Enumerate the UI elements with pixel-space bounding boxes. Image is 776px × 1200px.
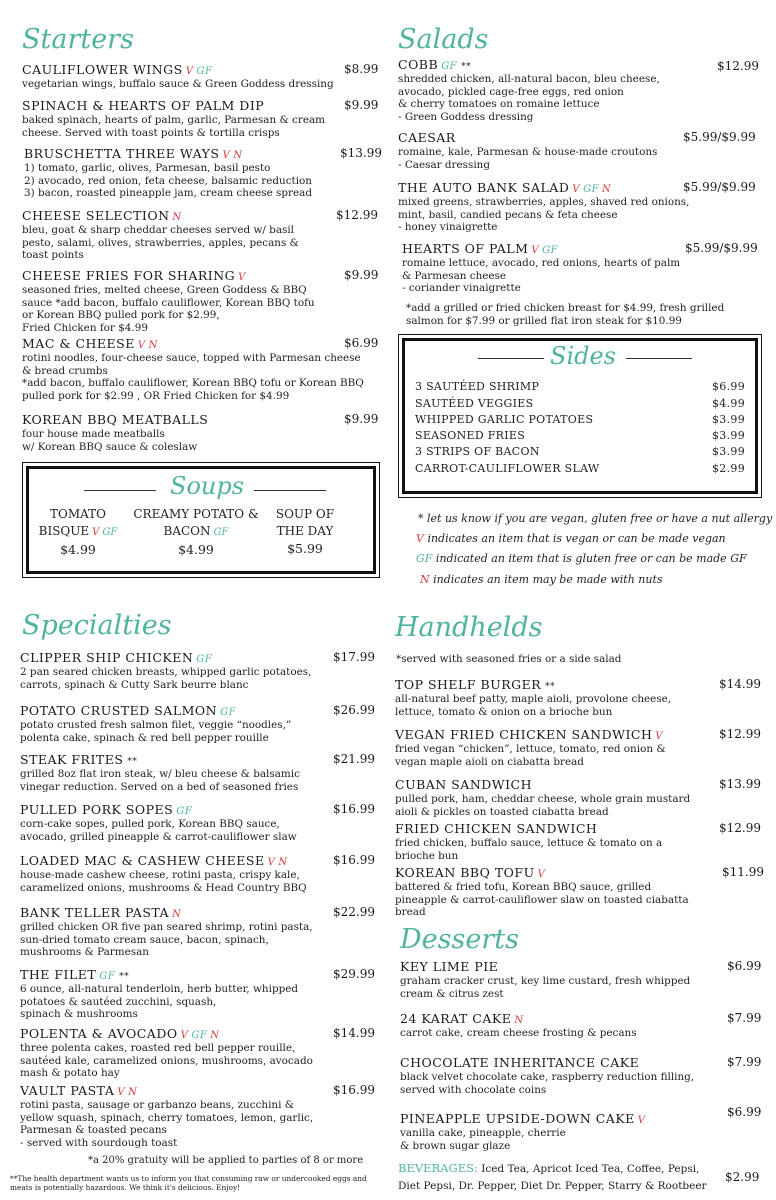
menu-item — [20, 802, 320, 843]
item-price: $16.99 — [333, 1083, 375, 1097]
menu-item — [400, 1011, 700, 1040]
item-name: CHOCOLATE INHERITANCE CAKE — [400, 1055, 640, 1070]
soup-item — [30, 506, 126, 558]
item-price: $26.99 — [333, 703, 375, 717]
soup-item — [262, 506, 348, 557]
item-name: MAC & CHEESE V N — [22, 336, 158, 351]
item-description: three polenta cakes, roasted red bell pepper rouille, sautéed kale, caramelized onions, mushrooms, avocado mash & potato hay — [20, 1042, 313, 1080]
beverages — [398, 1160, 718, 1195]
menu-item — [20, 1083, 320, 1149]
vegan-mark: V — [267, 857, 276, 868]
gluten-free-mark: GF — [220, 707, 237, 718]
menu-item — [400, 1055, 700, 1096]
gluten-free-mark: GF — [416, 552, 433, 565]
item-description: bleu, goat & sharp cheddar cheeses served w/ basil pesto, salami, olives, strawberries, apples, pecans & toast points — [22, 224, 299, 262]
vegan-mark: V — [238, 272, 246, 283]
vegan-mark: V — [655, 731, 664, 742]
item-name: CAESAR — [398, 130, 456, 145]
raw-warning-mark: ** — [545, 682, 556, 692]
gluten-free-mark: GF — [441, 61, 458, 72]
item-price: $12.99 — [719, 821, 761, 835]
item-description: house-made cashew cheese, rotini pasta, crispy kale, caramelized onions, mushrooms & Head Country BBQ — [20, 869, 307, 894]
side-item — [415, 413, 745, 426]
soup-name: TOMATO BISQUE V GF — [38, 507, 118, 538]
item-price: $22.99 — [333, 905, 375, 919]
gluten-free-mark: GF — [102, 527, 118, 538]
side-price: $2.99 — [712, 462, 745, 475]
item-price: $17.99 — [333, 650, 375, 664]
gluten-free-mark: GF — [542, 245, 559, 256]
item-name: SPINACH & HEARTS OF PALM DIP — [22, 98, 265, 113]
item-description: mixed greens, strawberries, apples, shaved red onions, mint, basil, candied pecans & feta cheese - honey vinaigrette — [398, 196, 690, 234]
flourish-right — [626, 358, 692, 359]
gluten-free-mark: GF — [196, 654, 213, 665]
item-description: vegetarian wings, buffalo sauce & Green Goddess dressing — [22, 78, 334, 90]
item-price: $13.99 — [340, 146, 382, 160]
item-name: KOREAN BBQ MEATBALLS — [22, 412, 209, 427]
item-description: 6 ounce, all-natural tenderloin, herb butter, whipped potatoes & sautéed zucchini, squash, spinach & mushrooms — [20, 983, 299, 1021]
specialties-title: Specialties — [22, 610, 172, 641]
menu-item — [20, 703, 320, 744]
item-name: CLIPPER SHIP CHICKEN GF — [20, 650, 213, 665]
item-description: grilled chicken OR five pan seared shrimp, rotini pasta, sun-dried tomato cream sauce, bacon, spinach, mushrooms & Parmesan — [20, 921, 313, 959]
item-name: THE FILET GF ** — [20, 967, 130, 982]
item-name: 24 KARAT CAKE N — [400, 1011, 524, 1026]
item-description: battered & fried tofu, Korean BBQ sauce, grilled pineapple & carrot-cauliflower slaw on toasted ciabatta bread — [395, 881, 689, 919]
menu-item — [22, 268, 327, 334]
item-price: $7.99 — [727, 1055, 762, 1069]
vegan-mark: V — [531, 245, 540, 256]
item-name: FRIED CHICKEN SANDWICH — [395, 821, 598, 836]
item-price: $11.99 — [722, 865, 764, 879]
flourish-left — [478, 358, 544, 359]
item-description: all-natural beef patty, maple aioli, provolone cheese, lettuce, tomato & onion on a brioche bun — [395, 693, 672, 718]
menu-item — [22, 208, 327, 262]
soup-price: $4.99 — [178, 542, 214, 557]
menu-item — [395, 677, 695, 718]
nut-mark: N — [128, 1087, 138, 1098]
vegan-mark: V — [537, 869, 546, 880]
soups-title: Soups — [170, 472, 245, 500]
item-description: seasoned fries, melted cheese, Green Goddess & BBQ sauce *add bacon, buffalo cauliflower, Korean BBQ tofu or Korean BBQ pulled pork for $2.99, Fried Chicken for $4.99 — [22, 284, 315, 334]
item-price: $5.99/$9.99 — [683, 130, 756, 144]
side-item — [415, 445, 745, 458]
menu-item — [22, 62, 342, 91]
nut-mark: N — [172, 909, 182, 920]
side-price: $6.99 — [712, 380, 745, 393]
side-item — [415, 429, 745, 442]
item-name: CAULIFLOWER WINGS V GF — [22, 62, 213, 77]
nut-mark: N — [514, 1015, 524, 1026]
item-price: $21.99 — [333, 752, 375, 766]
item-description: four house made meatballs w/ Korean BBQ sauce & coleslaw — [22, 428, 198, 453]
menu-item — [395, 821, 695, 862]
item-name: STEAK FRITES ** — [20, 752, 138, 767]
vegan-mark: V — [92, 527, 100, 538]
item-name: COBB GF ** — [398, 57, 472, 72]
vegan-mark: V — [180, 1030, 189, 1041]
item-price: $14.99 — [719, 677, 761, 691]
menu-item — [20, 853, 325, 894]
item-name: TOP SHELF BURGER ** — [395, 677, 556, 692]
item-description: fried vegan “chicken”, lettuce, tomato, red onion & vegan maple aioli on ciabatta bread — [395, 743, 666, 768]
soup-price: $5.99 — [287, 541, 323, 556]
item-name: CHEESE SELECTION N — [22, 208, 182, 223]
item-name: KOREAN BBQ TOFU V — [395, 865, 546, 880]
side-price: $3.99 — [712, 429, 745, 442]
item-name: BANK TELLER PASTA N — [20, 905, 182, 920]
gluten-free-mark: GF — [583, 184, 600, 195]
item-price: $16.99 — [333, 853, 375, 867]
menu-item — [395, 777, 695, 818]
nut-mark: N — [278, 857, 288, 868]
soup-item — [130, 506, 262, 558]
item-name: CUBAN SANDWICH — [395, 777, 533, 792]
vegan-mark: V — [117, 1087, 126, 1098]
item-name: VAULT PASTA V N — [20, 1083, 138, 1098]
desserts-title: Desserts — [400, 924, 519, 955]
item-description: baked spinach, hearts of palm, garlic, Parmesan & cream cheese. Served with toast points & tortilla crisps — [22, 114, 326, 139]
beverages-price: $2.99 — [725, 1170, 760, 1184]
flourish-right — [254, 490, 326, 491]
starters-title: Starters — [22, 24, 134, 55]
menu-item — [20, 905, 325, 959]
sides-title: Sides — [550, 342, 616, 370]
soup-price: $4.99 — [60, 542, 96, 557]
item-description: pulled pork, ham, cheddar cheese, whole grain mustard aioli & pickles on toasted ciabatta bread — [395, 793, 691, 818]
side-item — [415, 462, 745, 475]
legend-line-1: * let us know if you are vegan, gluten free or have a nut allergy — [418, 512, 773, 525]
side-name: SAUTÉED VEGGIES — [415, 397, 534, 410]
nut-mark: N — [233, 150, 243, 161]
item-price: $12.99 — [717, 59, 759, 73]
menu-item — [395, 865, 695, 919]
nut-mark: N — [602, 184, 612, 195]
salads-addon: *add a grilled or fried chicken breast for $4.99, fresh grilled salmon for $7.99 or grilled flat iron steak for $10.99 — [406, 302, 725, 327]
item-description: graham cracker crust, key lime custard, fresh whipped cream & citrus zest — [400, 975, 691, 1000]
raw-warning-mark: ** — [127, 757, 138, 767]
item-price: $6.99 — [727, 1105, 762, 1119]
soup-name: CREAMY POTATO & BACON GF — [133, 507, 259, 538]
side-name: 3 SAUTÉED SHRIMP — [415, 380, 540, 393]
item-price: $12.99 — [719, 727, 761, 741]
menu-item — [402, 241, 692, 295]
salads-title: Salads — [398, 24, 489, 55]
side-price: $3.99 — [712, 445, 745, 458]
item-price: $6.99 — [727, 959, 762, 973]
item-name: POLENTA & AVOCADO V GF N — [20, 1026, 220, 1041]
gratuity-note: *a 20% gratuity will be applied to parties of 8 or more — [88, 1155, 364, 1166]
item-name: LOADED MAC & CASHEW CHEESE V N — [20, 853, 288, 868]
item-price: $5.99/$9.99 — [683, 180, 756, 194]
side-name: WHIPPED GARLIC POTATOES — [415, 413, 594, 426]
item-description: 2 pan seared chicken breasts, whipped garlic potatoes, carrots, spinach & Cutty Sark beurre blanc — [20, 666, 312, 691]
menu-item — [400, 1111, 700, 1152]
gluten-free-mark: GF — [99, 971, 116, 982]
menu-item — [398, 57, 698, 123]
flourish-left — [84, 490, 156, 491]
gluten-free-mark: GF — [196, 66, 213, 77]
nut-mark: N — [420, 573, 430, 586]
health-disclaimer: **The health department wants us to inform you that consuming raw or undercooked eggs and meats is potentially hazardous. We think it's delicious. Enjoy! — [10, 1174, 367, 1192]
item-description: rotini noodles, four-cheese sauce, topped with Parmesan cheese & bread crumbs *add bacon, buffalo cauliflower, Korean BBQ tofu or Korean BBQ pulled pork for $2.99 , OR Fried Chicken for $4.99 — [22, 352, 364, 402]
side-price: $4.99 — [712, 397, 745, 410]
item-name: CHEESE FRIES FOR SHARING V — [22, 268, 246, 283]
gluten-free-mark: GF — [213, 527, 229, 538]
nut-mark: N — [210, 1030, 220, 1041]
item-price: $13.99 — [719, 777, 761, 791]
side-price: $3.99 — [712, 413, 745, 426]
item-price: $29.99 — [333, 967, 375, 981]
menu-item — [398, 180, 698, 234]
menu-item — [400, 959, 700, 1000]
nut-mark: N — [148, 340, 158, 351]
menu-item — [20, 967, 325, 1021]
item-price: $9.99 — [344, 268, 379, 282]
gluten-free-mark: GF — [176, 806, 193, 817]
menu-item — [20, 1026, 320, 1080]
vegan-mark: V — [572, 184, 581, 195]
side-name: CARROT-CAULIFLOWER SLAW — [415, 462, 600, 475]
item-name: KEY LIME PIE — [400, 959, 499, 974]
item-description: vanilla cake, pineapple, cherrie & brown sugar glaze — [400, 1127, 566, 1152]
handhelds-note: *served with seasoned fries or a side salad — [396, 653, 622, 665]
item-price: $7.99 — [727, 1011, 762, 1025]
item-description: shredded chicken, all-natural bacon, bleu cheese, avocado, pickled cage-free eggs, red onion & cherry tomatoes on romaine lettuce - Green Goddess dressing — [398, 73, 660, 123]
item-description: carrot cake, cream cheese frosting & pecans — [400, 1027, 637, 1039]
item-description: rotini pasta, sausage or garbanzo beans, zucchini & yellow squash, spinach, cherry tomatoes, lemon, garlic, Parmesan & toasted pecans - served with sourdough toast — [20, 1099, 314, 1149]
item-price: $5.99/$9.99 — [685, 241, 758, 255]
side-item — [415, 380, 745, 393]
item-price: $14.99 — [333, 1026, 375, 1040]
item-price: $12.99 — [336, 208, 378, 222]
raw-warning-mark: ** — [461, 62, 472, 72]
side-name: 3 STRIPS OF BACON — [415, 445, 540, 458]
legend-line-3: GF indicated an item that is gluten free or can be made GF — [416, 552, 747, 565]
item-description: grilled 8oz flat iron steak, w/ bleu cheese & balsamic vinegar reduction. Served on a bed of seasoned fries — [20, 768, 300, 793]
vegan-mark: V — [637, 1115, 646, 1126]
item-description: black velvet chocolate cake, raspberry reduction filling, served with chocolate coins — [400, 1071, 695, 1096]
legend-line-2: V indicates an item that is vegan or can be made vegan — [416, 532, 726, 545]
item-description: potato crusted fresh salmon filet, veggie “noodles,” polenta cake, spinach & red bell pepper rouille — [20, 719, 292, 744]
item-name: BRUSCHETTA THREE WAYS V N — [24, 146, 243, 161]
item-name: POTATO CRUSTED SALMON GF — [20, 703, 237, 718]
menu-item — [398, 130, 698, 171]
item-name: PINEAPPLE UPSIDE-DOWN CAKE V — [400, 1111, 646, 1126]
menu-item — [20, 650, 320, 691]
gluten-free-mark: GF — [191, 1030, 208, 1041]
item-description: 1) tomato, garlic, olives, Parmesan, basil pesto 2) avocado, red onion, feta cheese, balsamic reduction 3) bacon, roasted pineapple jam, cream cheese spread — [24, 162, 313, 200]
vegan-mark: V — [222, 150, 231, 161]
item-price: $9.99 — [344, 98, 379, 112]
menu-item — [20, 752, 320, 793]
item-description: romaine lettuce, avocado, red onions, hearts of palm & Parmesan cheese - coriander vinaigrette — [402, 257, 681, 295]
side-item — [415, 397, 745, 410]
item-name: VEGAN FRIED CHICKEN SANDWICH V — [395, 727, 664, 742]
soup-name: SOUP OF THE DAY — [275, 507, 335, 538]
menu-item — [395, 727, 695, 768]
side-name: SEASONED FRIES — [415, 429, 526, 442]
item-description: corn-cake sopes, pulled pork, Korean BBQ sauce, avocado, grilled pineapple & carrot-cauliflower slaw — [20, 818, 297, 843]
item-description: fried chicken, buffalo sauce, lettuce & tomato on a brioche bun — [395, 837, 663, 862]
item-name: HEARTS OF PALM V GF — [402, 241, 559, 256]
item-name: THE AUTO BANK SALAD V GF N — [398, 180, 612, 195]
item-price: $16.99 — [333, 802, 375, 816]
item-description: romaine, kale, Parmesan & house-made croutons - Caesar dressing — [398, 146, 658, 171]
item-price: $8.99 — [344, 62, 379, 76]
vegan-mark: V — [185, 66, 194, 77]
item-price: $9.99 — [344, 412, 379, 426]
legend-line-4: N indicates an item may be made with nuts — [420, 573, 663, 586]
menu-item — [24, 146, 334, 200]
handhelds-title: Handhelds — [395, 612, 543, 643]
raw-warning-mark: ** — [119, 972, 130, 982]
item-name: PULLED PORK SOPES GF — [20, 802, 193, 817]
nut-mark: N — [172, 212, 182, 223]
vegan-mark: V — [137, 340, 146, 351]
item-price: $6.99 — [344, 336, 379, 350]
menu-item — [22, 412, 327, 453]
beverages-list: Iced Tea, Apricot Iced Tea, Coffee, Pepsi, Diet Pepsi, Dr. Pepper, Diet Dr. Pepper, Starry & Rootbeer — [398, 1163, 707, 1192]
menu-item — [22, 98, 332, 139]
beverages-label: BEVERAGES: — [398, 1161, 478, 1175]
menu-item — [22, 336, 367, 402]
vegan-mark: V — [416, 532, 424, 545]
